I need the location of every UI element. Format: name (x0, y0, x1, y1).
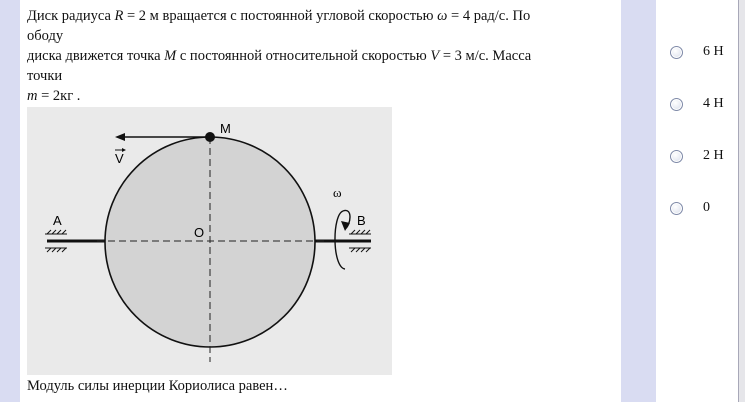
question-text-part: = 3 м/с. Масса (439, 48, 532, 64)
disk-diagram (27, 107, 392, 375)
label-M: M (220, 121, 231, 136)
radio-button[interactable] (670, 202, 683, 215)
question-text-part: = 2кг . (37, 88, 81, 104)
answer-option-label: 4 Н (703, 96, 724, 111)
question-text-part: с постоянной относительной скоростью (176, 48, 431, 64)
answer-options (670, 26, 724, 234)
answer-option[interactable] (670, 130, 724, 182)
question-text-part: диска движется точка (27, 48, 165, 64)
answer-option[interactable] (670, 26, 724, 78)
math-symbol-omega: ω (437, 8, 448, 24)
question-line-2: ободу (27, 28, 64, 44)
radio-button[interactable] (670, 46, 683, 59)
question-text (27, 6, 617, 106)
answer-option-label: 0 (703, 200, 710, 215)
label-B: B (357, 213, 366, 228)
answer-option-label: 6 Н (703, 44, 724, 59)
question-line-1 (27, 6, 617, 26)
velocity-arrowhead-icon (115, 133, 125, 141)
left-border-strip (0, 0, 20, 402)
question-line-5 (27, 86, 617, 106)
question-line-3 (27, 46, 617, 66)
radio-button[interactable] (670, 150, 683, 163)
label-A: A (53, 213, 62, 228)
label-O: O (194, 225, 205, 240)
right-border-strip (739, 0, 745, 402)
math-symbol-R: R (114, 8, 124, 24)
question-prompt: Модуль силы инерции Кориолиса равен… (27, 378, 288, 394)
column-divider (621, 0, 656, 402)
math-symbol-M: M (164, 48, 177, 64)
radio-button[interactable] (670, 98, 683, 111)
math-symbol-m: m (27, 88, 38, 104)
disk-figure (27, 107, 392, 375)
answer-option[interactable] (670, 78, 724, 130)
question-text-part: = 2 м вращается с постоянной угловой скоростью (123, 8, 438, 24)
question-text-part: = 4 рад/с. По (447, 8, 531, 24)
math-symbol-V: V (430, 48, 440, 64)
label-omega: ω (333, 185, 342, 200)
answer-option-label: 2 Н (703, 148, 724, 163)
answer-option[interactable] (670, 182, 724, 234)
question-text-part: Диск радиуса (27, 8, 115, 24)
label-V: V (115, 151, 124, 166)
question-line-4: точки (27, 68, 63, 84)
